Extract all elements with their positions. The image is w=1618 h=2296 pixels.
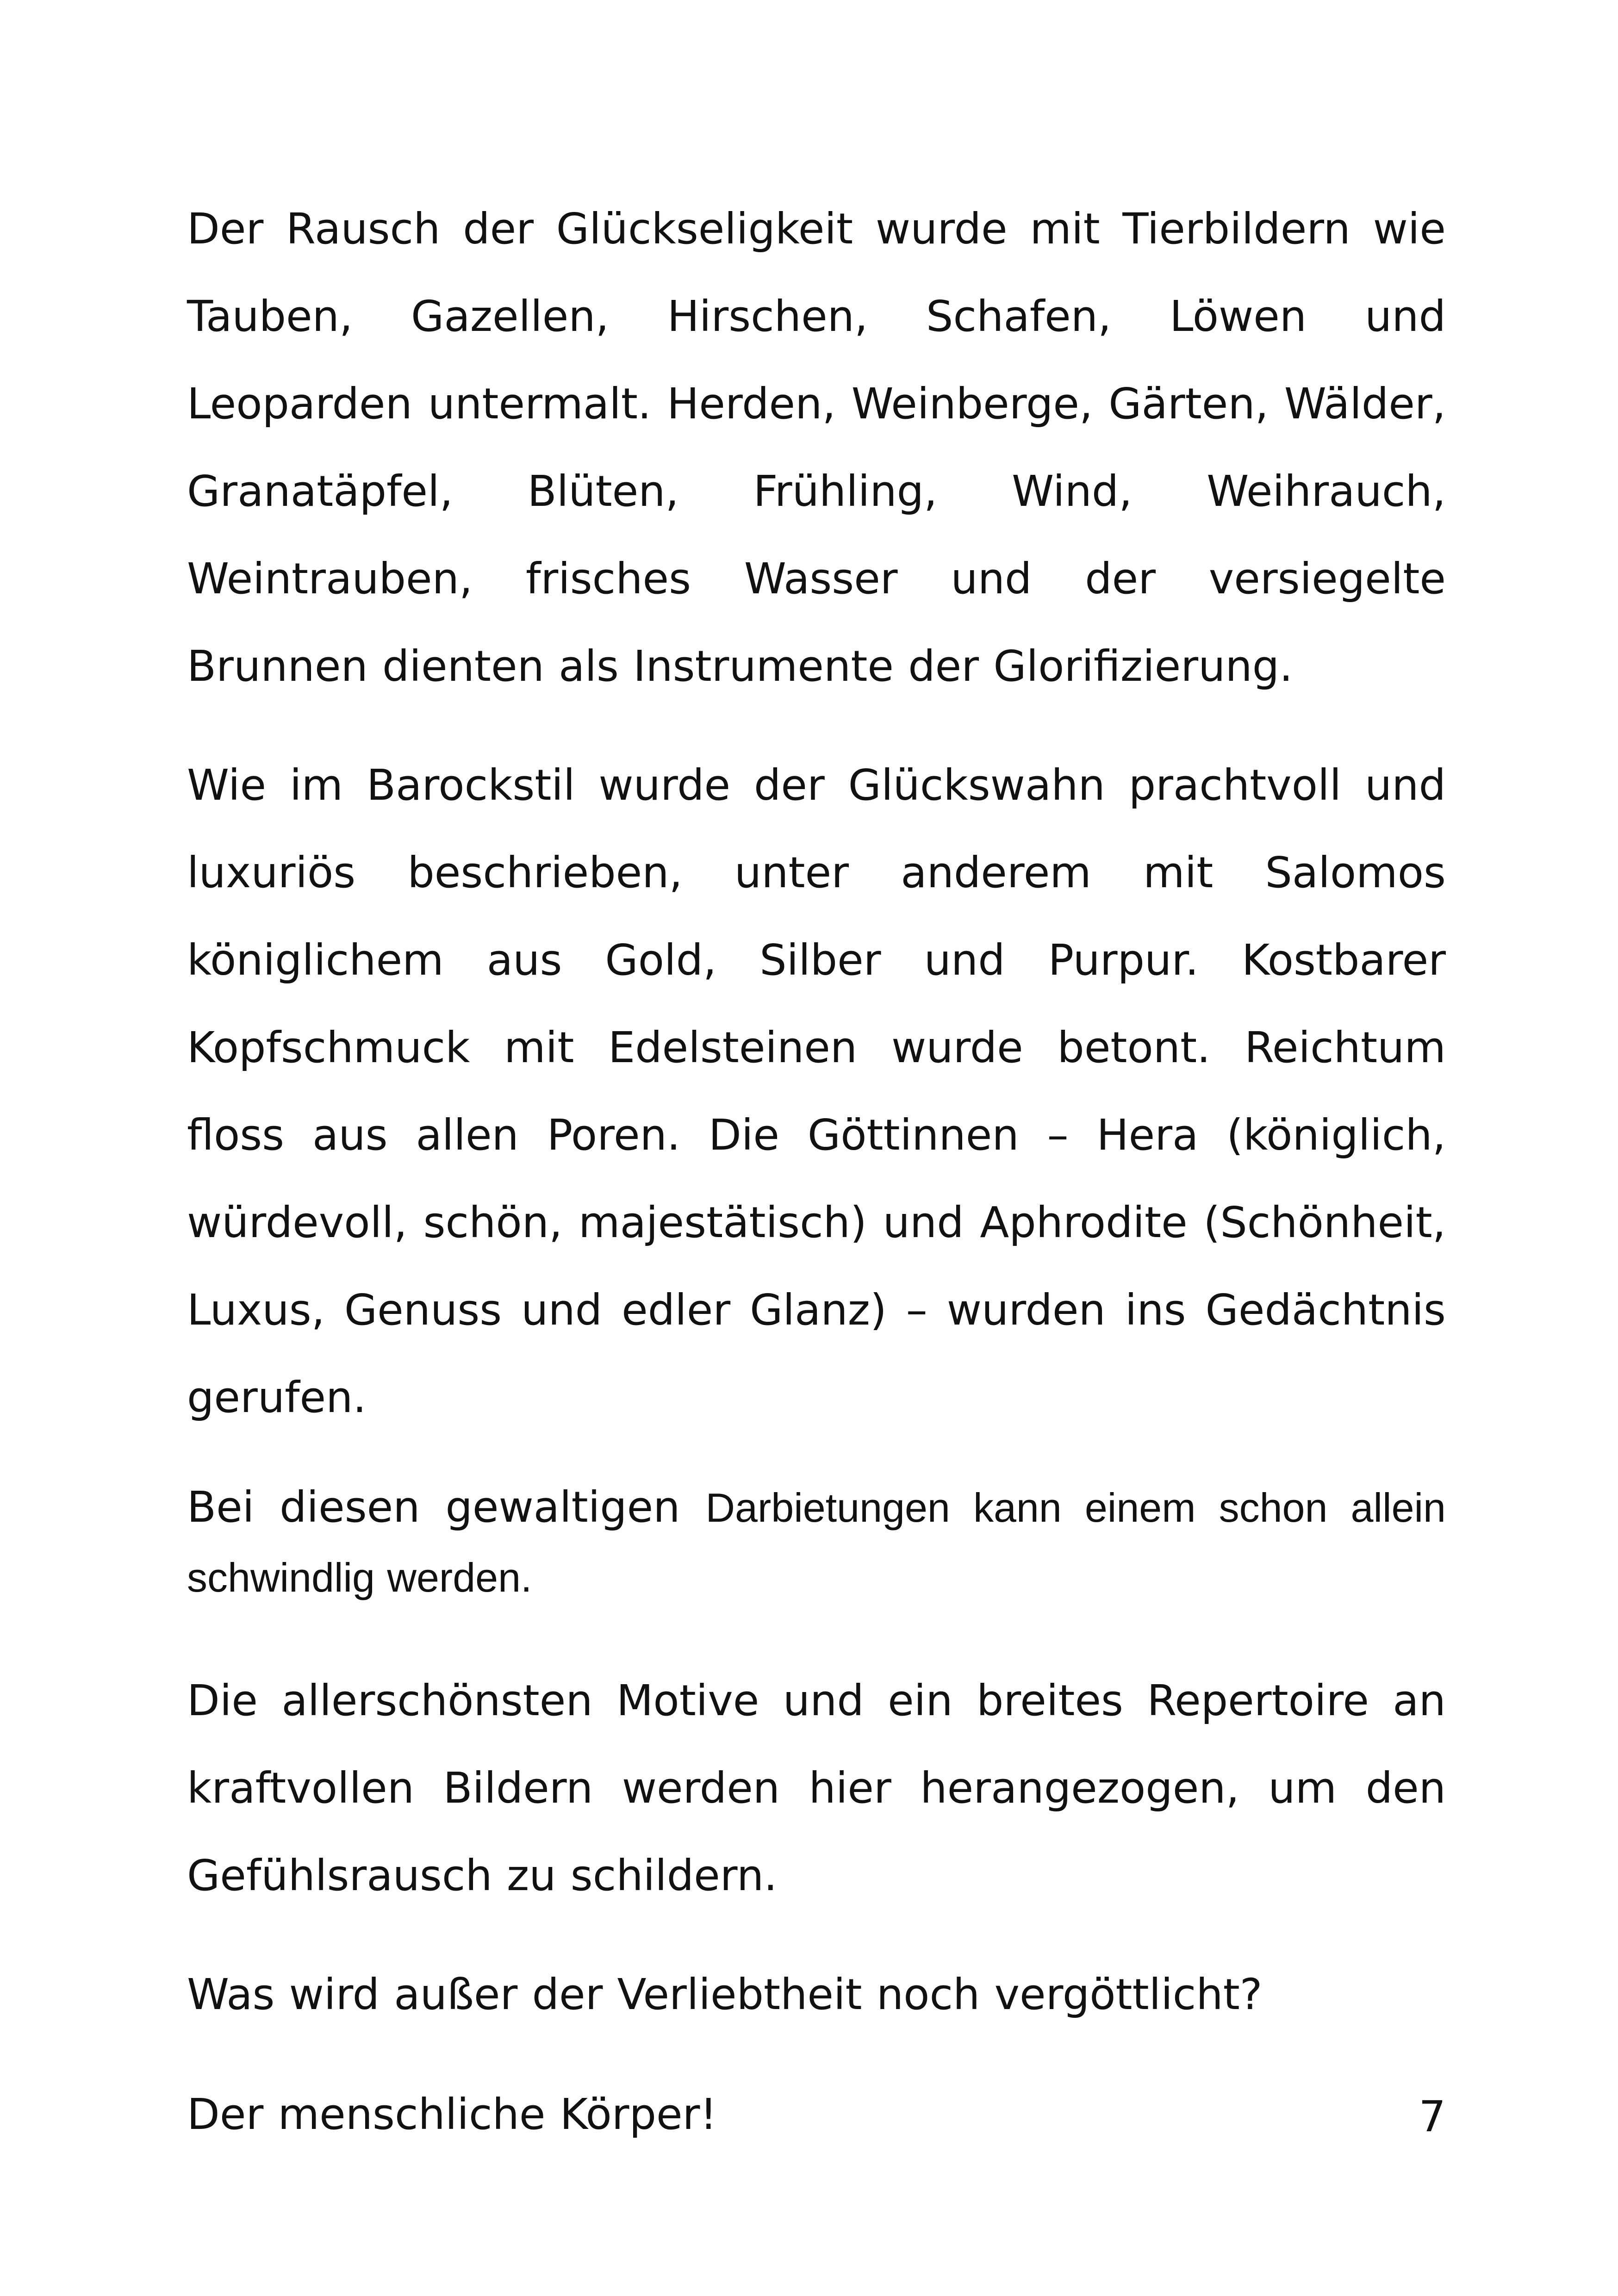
paragraph-tierbilder: Der Rausch der Glückseligkeit wurde mit Tierbildern wie Tauben, Gazellen, Hirschen, Schafen, Löwen und Leoparden untermalt. Herden, Weinberge, Gärten, Wälder, Granatäpfel, Blüten, Frühling, Wind, Weihrauch, Weintrauben, frisches Wasser und der versiegelte Brunnen dienten als Instrumente der Glorifizierung. xyxy=(187,204,1446,691)
paragraph-question: Was wird außer der Verliebtheit noch vergöttlicht? xyxy=(187,1970,1263,2019)
paragraph-motive: Die allerschönsten Motive und ein breites Repertoire an kraftvollen Bildern werden hier herangezogen, um den Gefühlsrausch zu schildern. xyxy=(187,1676,1446,1900)
paragraph-darbietungen xyxy=(187,1473,1446,1612)
page-number: 7 xyxy=(1419,2092,1446,2141)
paragraph-darbietungen-end: Darbietungen kann einem schon allein schwindlig werden. xyxy=(187,1485,1446,1600)
paragraph-answer: Der menschliche Körper! xyxy=(187,2090,717,2139)
paragraph-darbietungen-start: Bei diesen gewaltigen xyxy=(187,1482,680,1532)
body-text xyxy=(187,185,1446,2190)
paragraph-barockstil: Wie im Barockstil wurde der Glückswahn prachtvoll und luxuriös beschrieben, unter anderem mit Salomos königlichem aus Gold, Silber und Purpur. Kostbarer Kopfschmuck mit Edelsteinen wurde betont. Reichtum floss aus allen Poren. Die Göttinnen – Hera (königlich, würdevoll, schön, majestätisch) und Aphrodite (Schönheit, Luxus, Genuss und edler Glanz) – wurden ins Gedächtnis gerufen. xyxy=(187,760,1446,1422)
